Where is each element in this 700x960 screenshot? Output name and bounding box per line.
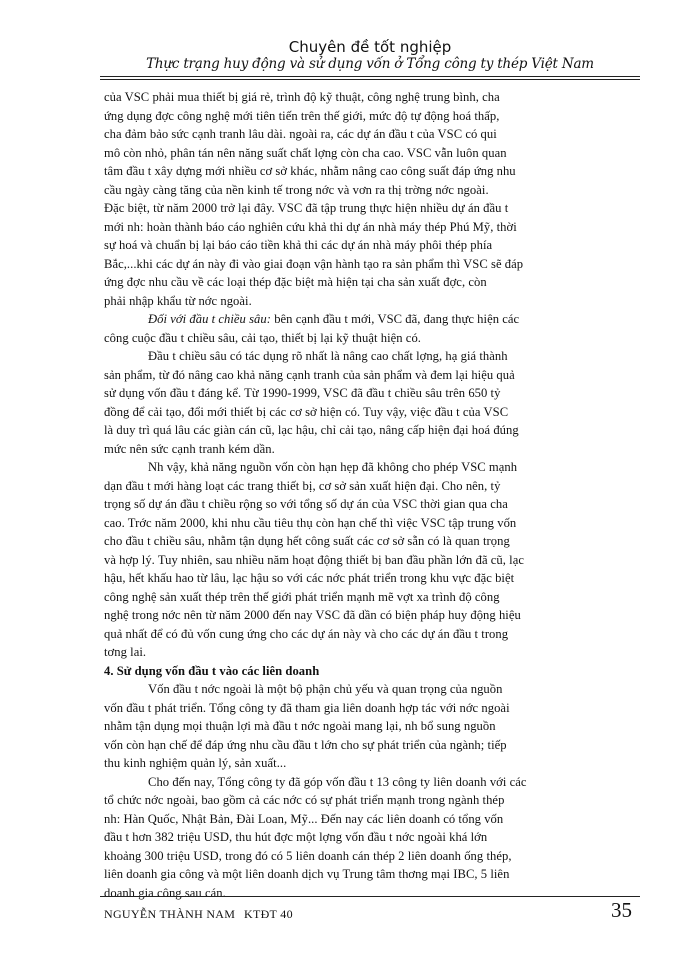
text-line: tổ chức nớc ngoài, bao gồm cả các nớc có sự phát triển mạnh trong ngành thép [104,793,505,807]
text-line: quả nhất để có đủ vốn cung ứng cho các dự án này và cho các dự án đầu t trong [104,626,509,641]
text-line: ứng dụng đợc công nghệ mới tiên tiến trên thế giới, mức độ tự động hoá thấp, [104,108,500,123]
page-header [100,38,640,73]
text-line: vốn còn hạn chế để đáp ứng nhu cầu đầu t lớn cho sự phát triển của ngành; tiếp [104,737,507,752]
text-line: mức nên sức cạnh tranh kém dần. [104,441,275,456]
text-line: ứng đợc nhu cầu về các loại thép đặc biệt mà hiện tại cha sản xuất đợc, còn [104,275,487,289]
text-line: nghệ trong nớc nên từ năm 2000 đến nay VSC đã dần có biện pháp huy động hiệu [104,608,521,622]
text-line: đầu t hơn 382 triệu USD, thu hút đợc một lợng vốn đầu t nớc ngoài khá lớn [104,830,488,844]
text-line: thu kinh nghiệm quản lý, sản xuất... [104,756,287,770]
text-line: tâm đầu t xây dựng mới nhiều cơ sở khác, nhằm nâng cao công suất đáp ứng nhu [104,164,516,178]
text-line: Đầu t chiều sâu có tác dụng rõ nhất là nâng cao chất lợng, hạ giá thành [148,349,508,363]
text-line: sản phẩm, từ đó nâng cao khả năng cạnh tranh của sản phẩm và đem lại hiệu quả [104,367,515,382]
text-line: vốn đầu t phát triển. Tổng công ty đã tham gia liên doanh hợp tác với nớc ngoài [104,700,510,715]
text-line: tơng lai. [104,645,147,659]
header-rule-double [100,79,640,80]
text-line: cao. Trớc năm 2000, khi nhu cầu tiêu thụ còn hạn chế thì việc VSC tập trung vốn [104,515,517,530]
text-line: cha đảm bảo sức cạnh tranh lâu dài. ngoài ra, các dự án đầu t của VSC có qui [104,127,497,141]
text-line: công cuộc đầu t chiều sâu, cải tạo, thiết bị lại kỹ thuật hiện có. [104,330,421,345]
text-line: hậu, hết khấu hao từ lâu, lạc hậu so với các nớc phát triển trong khu vực đặc biệt [104,571,515,585]
italic-lead: Đối với đầu t chiều sâu: [148,312,271,326]
text-line: là duy trì quá lâu các giàn cán cũ, lạc hậu, chỉ cải tạo, nâng cấp hiện đại hoá đúng [104,423,519,437]
text-line: của VSC phải mua thiết bị giá rẻ, trình độ kỹ thuật, công nghệ trung bình, cha [104,90,500,104]
text-line: nh: Hàn Quốc, Nhật Bản, Đài Loan, Mỹ... Đến nay các liên doanh có tổng vốn [104,811,504,826]
text-line: và hợp lý. Tuy nhiên, sau nhiều năm hoạt động thiết bị ban đầu phần lớn đã cũ, lạc [104,552,524,567]
text-line: Đặc biệt, từ năm 2000 trở lại đây. VSC đã tập trung thực hiện nhiều dự án đầu t [104,201,509,215]
page-number: 35 [611,898,632,922]
text-line: nhằm tận dụng mọi thuận lợi mà đầu t nớc ngoài mang lại, nh bổ sung nguồn [104,719,496,733]
text-line: khoảng 300 triệu USD, trong đó có 5 liên doanh cán thép 2 liên doanh ống thép, [104,848,512,863]
header-rule [100,76,640,77]
body-text [104,88,632,902]
text-line: phải nhập khẩu từ nớc ngoài. [104,293,252,308]
text-line: trọng số dự án đầu t chiều rộng so với tổng số dự án của VSC thời gian qua cha [104,497,508,511]
text-line: mới nh: hoàn thành báo cáo nghiên cứu khả thi dự án nhà máy thép Phú Mỹ, thời [104,219,517,234]
text-line: Bắc,...khi các dự án này đi vào giai đoạn vận hành tạo ra sản phẩm thì VSC sẽ đáp [104,256,524,271]
text-line: cho đầu t chiều sâu, nhằm tận dụng hết công suất các cơ sở sẵn có là quan trọng [104,534,510,548]
text-line: mô còn nhỏ, phân tán nên năng suất chất lợng còn cha cao. VSC vẫn luôn quan [104,145,507,160]
header-title: Chuyên đề tốt nghiệp [288,38,452,56]
footer-author: NGUYỄN THÀNH NAM [104,907,236,921]
text-line: Đối với đầu t chiều sâu: bên cạnh đầu t mới, VSC đã, đang thực hiện các [148,312,520,326]
footer-rule [100,896,640,897]
text-line: sử dụng vốn đầu t đáng kể. Từ 1990-1999, VSC đã đầu t chiều sâu trên 650 tỷ [104,386,501,400]
page-footer [104,898,632,928]
text-line: dạn đầu t mới hàng loạt các trang thiết bị, cơ sở sản xuất hiện đại. Cho nên, tỷ [104,478,501,493]
text-line: Vốn đầu t nớc ngoài là một bộ phận chủ yếu và quan trọng của nguồn [148,682,503,696]
text-line: liên doanh gia công và một liên doanh dịch vụ Trung tâm thơng mại IBC, 5 liên [104,867,510,881]
text-line: đồng để cải tạo, đổi mới thiết bị các cơ sở hiện có. Tuy vậy, việc đầu t của VSC [104,404,509,419]
text-line: sự hoá và chuẩn bị lại báo cáo tiền khả thi các dự án nhà máy phôi thép phía [104,238,493,252]
footer-class: KTĐT 40 [244,907,293,921]
text-line: Cho đến nay, Tổng công ty đã góp vốn đầu t 13 công ty liên doanh với các [148,774,527,789]
text-line: Nh vậy, khả năng nguồn vốn còn hạn hẹp đã không cho phép VSC mạnh [148,460,518,474]
text-line: doanh gia công sau cán. [104,885,226,900]
text-line: cầu ngày càng tăng của nền kinh tế trong nớc và vơn ra thị trờng nớc ngoài. [104,182,489,197]
header-subtitle: Thực trạng huy động và sử dụng vốn ở Tổng công ty thép Việt Nam [146,56,594,72]
text-line: công nghệ sản xuất thép trên thế giới phát triển mạnh mẽ vợt xa trình độ công [104,589,500,604]
section-heading: 4. Sử dụng vốn đầu t vào các liên doanh [104,663,320,678]
